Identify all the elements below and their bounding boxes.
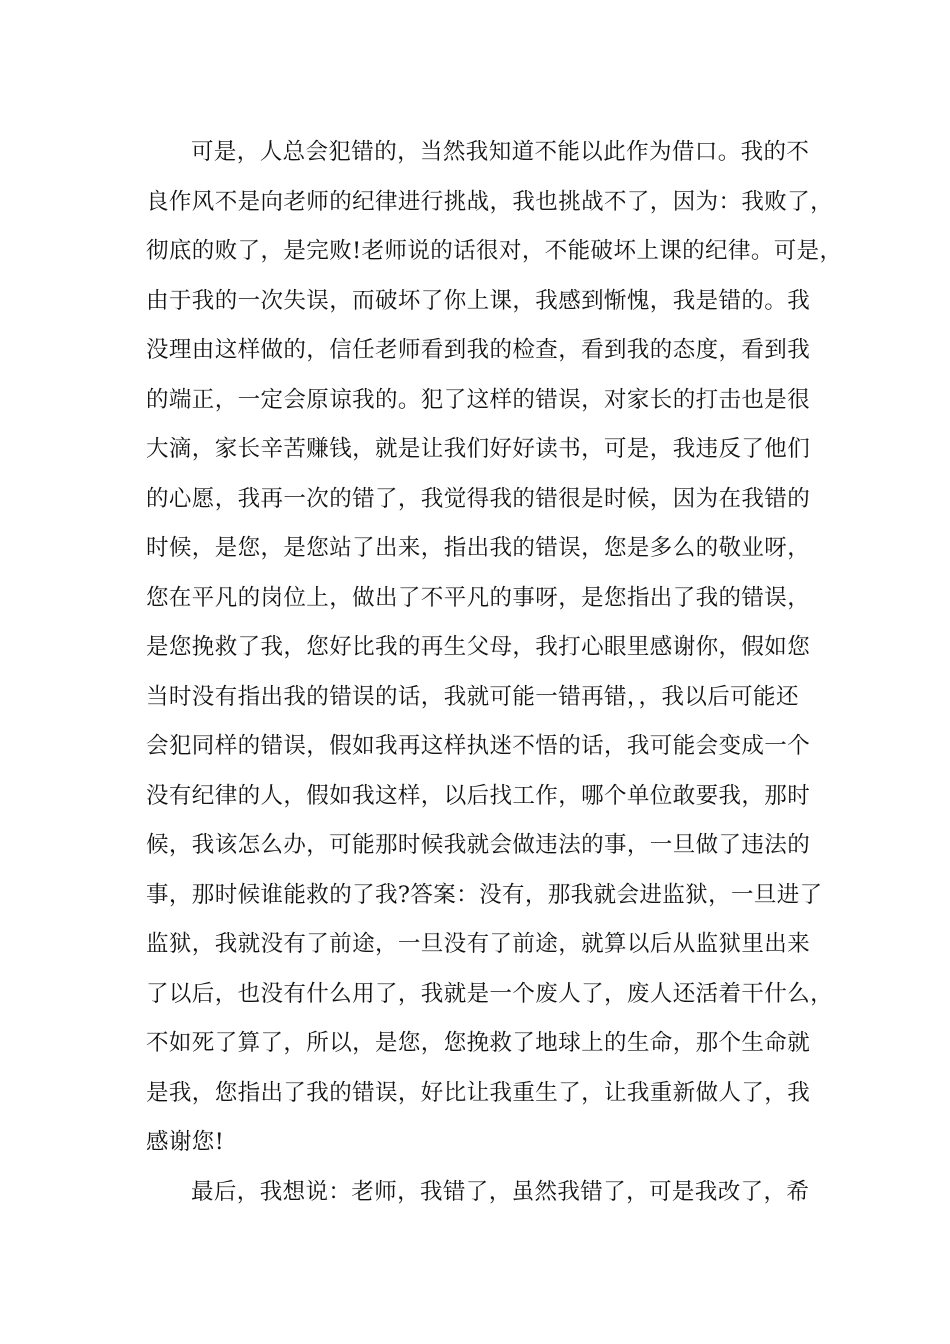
text-line: 会犯同样的错误，假如我再这样执迷不悟的话，我可能会变成一个	[146, 733, 811, 759]
paragraph-2	[146, 1168, 836, 1218]
text-line: 良作风不是向老师的纪律进行挑战，我也挑战不了，因为：我败了，	[146, 188, 834, 215]
body-text	[146, 128, 843, 1217]
text-line: 监狱，我就没有了前途，一旦没有了前途，就算以后从监狱里出来	[146, 931, 811, 957]
text-line: 由于我的一次失误，而破坏了你上课，我感到惭愧，我是错的。我	[146, 287, 811, 314]
text-line: 可是，人总会犯错的，当然我知道不能以此作为借口。我的不	[191, 139, 810, 165]
text-line: 大滴，家长辛苦赚钱，就是让我们好好读书，可是，我违反了他们	[146, 436, 811, 462]
text-line: 最后，我想说：老师，我错了，虽然我错了，可是我改了，希	[191, 1178, 810, 1205]
text-line: 的心愿，我再一次的错了，我觉得我的错很是时候，因为在我错的	[146, 485, 811, 512]
text-line: 时候，是您，是您站了出来，指出我的错误，您是多么的敬业呀，	[146, 535, 811, 561]
text-line: 当时没有指出我的错误的话，我就可能一错再错，，我以后可能还	[146, 683, 799, 710]
text-line: 候，我该怎么办，可能那时候我就会做违法的事，一旦做了违法的	[146, 832, 811, 858]
text-line: 没理由这样做的，信任老师看到我的检查，看到我的态度，看到我	[146, 337, 811, 363]
text-line: 的端正，一定会原谅我的。犯了这样的错误，对家长的打击也是很	[146, 386, 811, 413]
text-line: 了以后，也没有什么用了，我就是一个废人了，废人还活着干什么，	[146, 980, 834, 1007]
text-line: 没有纪律的人，假如我这样，以后找工作，哪个单位敢要我，那时	[146, 782, 811, 809]
text-line: 您在平凡的岗位上，做出了不平凡的事呀，是您指出了我的错误，	[146, 584, 811, 611]
text-line: 是您挽救了我，您好比我的再生父母，我打心眼里感谢你，假如您	[146, 634, 811, 660]
text-line: 彻底的败了，是完败!老师说的话很对，不能破坏上课的纪律。可是，	[146, 238, 843, 264]
text-line: 事，那时候谁能救的了我?答案：没有，那我就会进监狱，一旦进了	[146, 881, 823, 908]
paragraph-1	[146, 128, 843, 1168]
text-line: 是我，您指出了我的错误，好比让我重生了，让我重新做人了，我	[146, 1079, 811, 1106]
text-line: 感谢您!	[146, 1129, 225, 1155]
text-line: 不如死了算了，所以，是您，您挽救了地球上的生命，那个生命就	[146, 1030, 811, 1056]
